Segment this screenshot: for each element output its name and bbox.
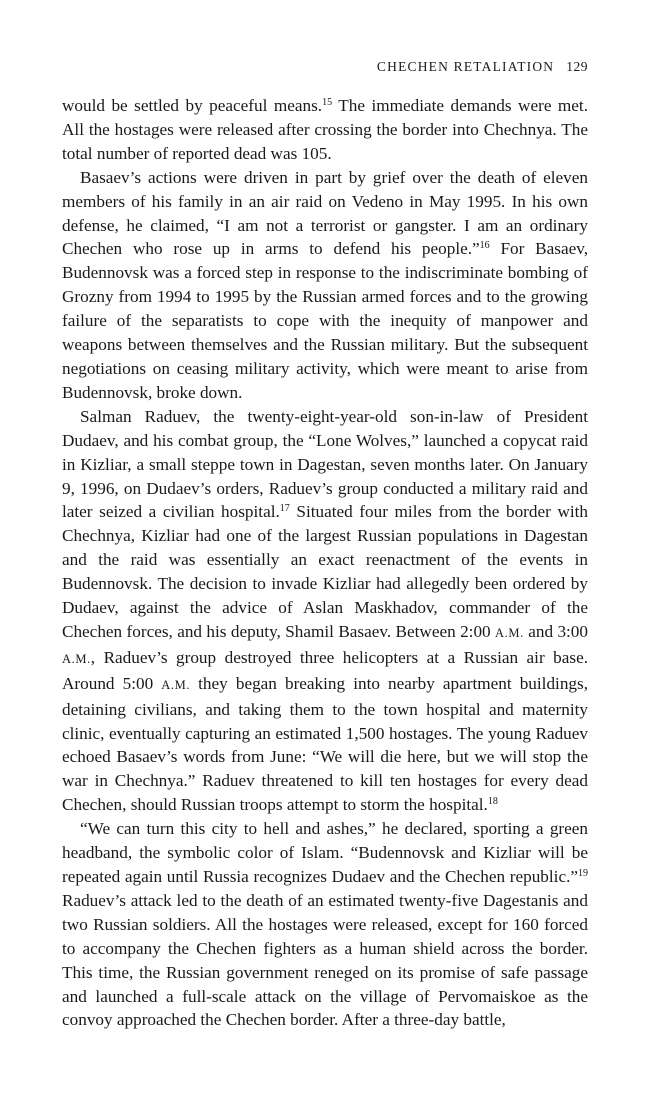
footnote-reference: 17 bbox=[279, 503, 290, 515]
text-run: and 3:00 bbox=[523, 621, 588, 641]
text-run: would be settled by peaceful means. bbox=[62, 96, 323, 115]
paragraph bbox=[62, 405, 588, 817]
text-run: The immediate demands were met. All the hostages were released after crossing the border into Chechnya. The total number of reported dead was 105. bbox=[62, 96, 589, 163]
text-run: Basaev’s actions were driven in part by grief over the death of eleven members of his family in an air raid on Vedeno in May 1995. In his own defense, he claimed, “I am not a terrorist or gangster. I am an ordinary Chechen who rose up in arms to defend his people.” bbox=[62, 167, 588, 259]
running-head bbox=[377, 58, 588, 76]
paragraph bbox=[62, 817, 588, 1032]
time-abbreviation: A.M. bbox=[161, 677, 191, 692]
time-abbreviation: A.M. bbox=[495, 625, 524, 640]
running-title: CHECHEN RETALIATION bbox=[376, 59, 555, 74]
footnote-reference: 15 bbox=[322, 97, 333, 108]
text-run: , Raduev’s group destroyed three helicopters at a Russian air base. Around 5:00 bbox=[62, 647, 588, 693]
body-text bbox=[62, 94, 588, 1032]
page-number: 129 bbox=[566, 59, 588, 74]
text-run: Raduev’s attack led to the death of an estimated twenty-five Dagestanis and two Russian soldiers. All the hostages were released, except for 160 forced to accompany the Chechen fighters as a human shield across the border. This time, the Russian government reneged on its promise of safe passage and launched a full-scale attack on the village of Pervomaiskoe as the convoy approached the Chechen border. After a three-day battle, bbox=[62, 890, 588, 1030]
paragraph bbox=[62, 166, 588, 405]
footnote-reference: 19 bbox=[578, 868, 588, 879]
text-run: For Basaev, Budennovsk was a forced step in response to the indiscriminate bombing of Grozny from 1994 to 1995 by the Russian armed forces and to the growing failure of the separatists to cope with the inequity of manpower and weapons between themselves and the Russian military. But the subsequent negotiations on ceasing military activity, which were meant to arise from Budennovsk, broke down. bbox=[62, 239, 588, 402]
footnote-reference: 16 bbox=[479, 240, 490, 252]
footnote-reference: 18 bbox=[487, 796, 498, 808]
text-run: “We can turn this city to hell and ashes,” he declared, sporting a green headband, the symbolic color of Islam. “Budennovsk and Kizliar will be repeated again until Russia recognizes Dudaev and the Chechen republic.” bbox=[62, 819, 588, 886]
text-run: Situated four miles from the border with Chechnya, Kizliar had one of the largest Russian populations in Dagestan and the raid was essentially an exact reenactment of the events in Budennovsk. The decision to invade Kizliar had allegedly been ordered by Dudaev, against the advice of Aslan Maskhadov, commander of the Chechen forces, and his deputy, Shamil Basaev. Between 2:00 bbox=[62, 502, 588, 641]
text-run: Salman Raduev, the twenty-eight-year-old son-in-law of President Dudaev, and his combat group, the “Lone Wolves,” launched a copycat raid in Kizliar, a small steppe town in Dagestan, seven months later. On January 9, 1996, on Dudaev’s orders, Raduev’s group conducted a military raid and later seized a civilian hospital. bbox=[62, 406, 588, 522]
time-abbreviation: A.M. bbox=[62, 651, 91, 666]
paragraph bbox=[62, 94, 588, 166]
text-run: they began breaking into nearby apartment buildings, detaining civilians, and taking them to the town hospital and maternity clinic, eventually capturing an estimated 1,500 hostages. The young Raduev echoed Basaev’s words from June: “We will die here, but we will stop the war in Chechnya.” Raduev threatened to kill ten hostages for every dead Chechen, should Russian troops attempt to storm the hospital. bbox=[62, 673, 588, 815]
